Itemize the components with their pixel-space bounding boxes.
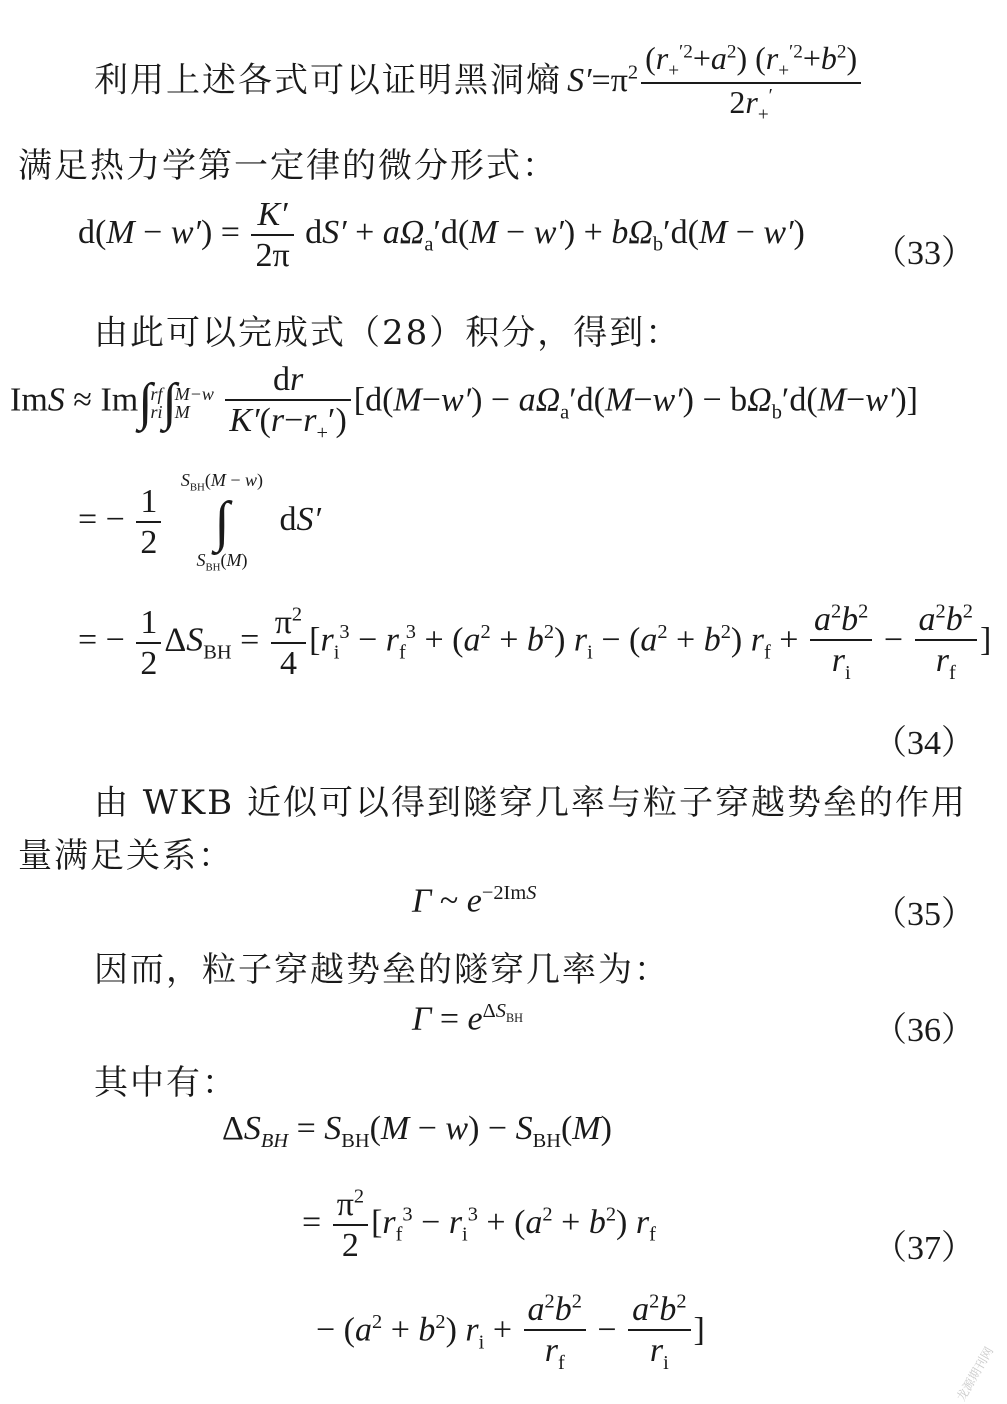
equation-number-33: （33） (873, 235, 975, 272)
equation-36: $\Gamma = e^{\Delta S_{BH}}$ (412, 1000, 523, 1038)
paragraph-first-law: 满足热力学第一定律的微分形式： (18, 146, 558, 186)
paragraph-text: 利用上述各式可以证明黑洞熵 (94, 60, 562, 101)
equation-number-34: （34） (873, 725, 975, 762)
paragraph-tunneling: 因而，粒子穿越势垒的隧穿几率为： (94, 950, 670, 990)
paragraph-integration: 由此可以完成式（28）积分，得到： (94, 313, 682, 353)
equation-34-line-3: = − $\frac{1}{2}$ $\Delta S_{BH}$ = $\frac{\pi^2}{4}$ [$r_i^3 - r_f^3 + (a^2 + b^2) r_i - (a^2 + b^2) r_f$ + $\frac{a^2b^2}{r_i}$ − $\frac{a^2b^2}{r_f}$ ] (78, 600, 992, 684)
equation-number-36: （36） (873, 1012, 975, 1049)
paragraph-wkb-cont: 量满足关系： (18, 836, 234, 876)
equation-34-line-2: = − $\frac{1}{2}$ $S_{BH}(M - w)$ ∫ $S_{BH}(M)$ dS′ (78, 470, 321, 574)
equation-number-37: （37） (873, 1230, 975, 1267)
equation-37-line-3: − $(a^2 + b^2) r_i$ + $\frac{a^2b^2}{r_f}$ − $\frac{a^2b^2}{r_i}$ ] (316, 1290, 705, 1374)
equation-34-line-1: ImS ≈ Im∫ rf ri ∫ M−w M $\frac{dr}{K'(r-r_+')}$ $[d(M-w') - a\Omega_a'd(M-w') - b\Omega_b'd(M-w')]$ (10, 361, 918, 444)
equation-number-35: （35） (873, 896, 975, 933)
paragraph-wkb: 由 WKB 近似可以得到隧穿几率与粒子穿越势垒的作用 (94, 783, 967, 823)
equation-35: Γ ~ $e^{-2ImS}$ (412, 882, 537, 920)
paragraph-entropy-line (94, 40, 864, 127)
entropy-formula: $S'=\pi^2$ $\frac{(r_+^{'2}+a^2) (r_+^{'2}+b^2)}{2r_+'}$ (567, 62, 864, 99)
watermark-text: 龙源期刊网 (954, 1344, 997, 1404)
paragraph-where: 其中有： (94, 1063, 238, 1103)
equation-37-line-1: $\Delta S_{BH} = S_{BH}(M - w) - S_{BH}(M)$ (222, 1110, 612, 1152)
equation-33: d(M − w′) = $\frac{K'}{2\pi}$ $dS' + a\Omega_a'd(M - w') + b\Omega_b'd(M - w')$ (78, 196, 805, 275)
equation-37-line-2: = $\frac{\pi^2}{2}$ [$r_f^3 - r_i^3 + (a^2 + b^2)$ $r_f$ (302, 1185, 656, 1265)
